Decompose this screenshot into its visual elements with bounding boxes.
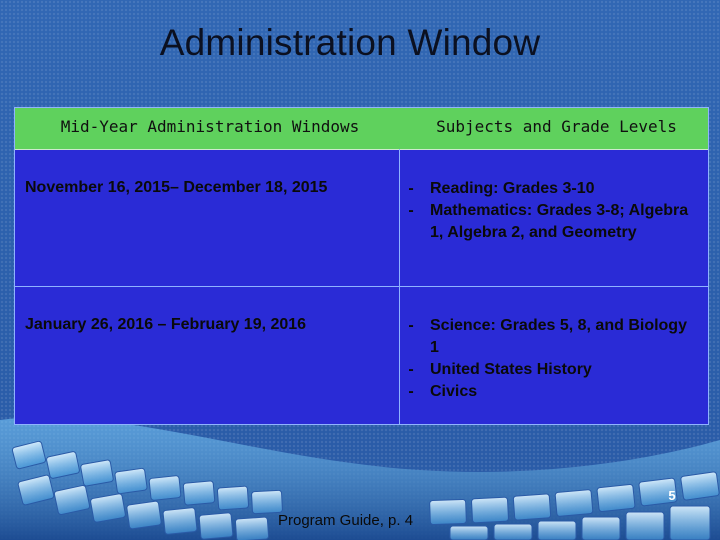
dash-bullet-icon: -	[408, 180, 414, 197]
dash-bullet-icon: -	[408, 383, 414, 400]
list-item	[400, 200, 700, 244]
subject-text: United States History	[430, 361, 592, 378]
window-cell-row-2: January 26, 2016 – February 19, 2016	[25, 316, 307, 333]
header-subjects: Subjects and Grade Levels	[436, 117, 677, 136]
dash-bullet-icon: -	[408, 317, 414, 334]
list-item	[400, 178, 700, 200]
row-divider	[15, 286, 708, 287]
title-band	[0, 0, 720, 100]
footer-source: Program Guide, p. 4	[278, 512, 414, 529]
subject-text: Mathematics: Grades 3-8; Algebra 1, Algebra 2, and Geometry	[430, 202, 689, 241]
page-number: 5	[668, 488, 676, 503]
subject-text: Science: Grades 5, 8, and Biology 1	[430, 317, 687, 356]
dash-bullet-icon: -	[408, 202, 414, 219]
subject-list-row-2	[400, 315, 700, 403]
subject-text: Reading: Grades 3-10	[430, 180, 595, 197]
page-title: Administration Window	[159, 22, 541, 63]
schedule-table	[14, 107, 709, 425]
list-item	[400, 381, 700, 403]
table-header	[15, 108, 708, 150]
dash-bullet-icon: -	[408, 361, 414, 378]
subject-text: Civics	[430, 383, 478, 400]
list-item	[400, 315, 700, 359]
list-item	[400, 359, 700, 381]
header-windows: Mid-Year Administration Windows	[60, 117, 360, 136]
subject-list-row-1	[400, 178, 700, 244]
window-cell-row-1: November 16, 2015– December 18, 2015	[25, 179, 328, 196]
